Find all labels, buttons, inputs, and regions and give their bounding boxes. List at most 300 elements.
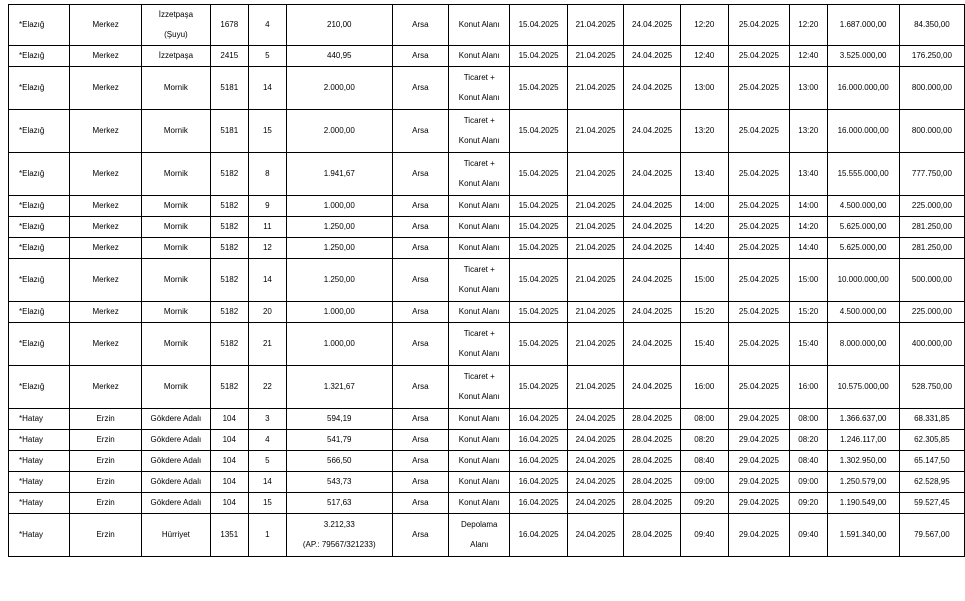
city-cell: *Elazığ	[9, 5, 70, 46]
neighborhood-cell	[142, 302, 210, 323]
time-cell: 15:20	[680, 302, 728, 323]
announcement-date-cell: 15.04.2025	[510, 217, 567, 238]
announcement-date-cell: 16.04.2025	[510, 493, 567, 514]
announcement-date-cell: 16.04.2025	[510, 430, 567, 451]
cell-line: Mornik	[163, 201, 188, 210]
announcement-date-cell: 15.04.2025	[510, 238, 567, 259]
area-cell	[286, 472, 392, 493]
time-cell: 12:20	[680, 5, 728, 46]
zoning-cell	[449, 110, 510, 153]
zoning-cell	[449, 5, 510, 46]
auction-time-cell: 13:40	[790, 153, 827, 196]
announcement-date-cell: 15.04.2025	[510, 302, 567, 323]
estimated-price-cell: 10.575.000,00	[827, 366, 899, 409]
zoning-cell	[449, 217, 510, 238]
estimated-price-cell: 16.000.000,00	[827, 67, 899, 110]
property-type-cell: Arsa	[392, 5, 448, 46]
auction-date-cell: 25.04.2025	[728, 110, 789, 153]
auction-time-cell: 15:20	[790, 302, 827, 323]
cell-line: Alanı	[470, 540, 489, 549]
time-cell: 15:00	[680, 259, 728, 302]
cell-line: Konut Alanı	[458, 201, 500, 210]
cell-line: Gökdere Adalı	[150, 456, 202, 465]
auction-date-cell: 29.04.2025	[728, 514, 789, 557]
auction-time-cell: 12:20	[790, 5, 827, 46]
neighborhood-cell	[142, 409, 210, 430]
parcel-number-cell: 12	[248, 238, 286, 259]
announcement-date-cell: 15.04.2025	[510, 67, 567, 110]
table-row	[9, 366, 965, 409]
parcel-number-cell: 15	[248, 493, 286, 514]
result-date-cell: 28.04.2025	[624, 451, 680, 472]
application-date-cell: 24.04.2025	[567, 451, 623, 472]
deposit-cell: 225.000,00	[899, 302, 964, 323]
auction-time-cell: 09:00	[790, 472, 827, 493]
deposit-cell: 777.750,00	[899, 153, 964, 196]
cell-line: 440,95	[327, 51, 352, 60]
cell-line: Ticaret +	[463, 159, 495, 168]
auction-time-cell: 09:20	[790, 493, 827, 514]
cell-line: Ticaret +	[463, 372, 495, 381]
auction-time-cell: 09:40	[790, 514, 827, 557]
zoning-cell	[449, 259, 510, 302]
block-number-cell: 5182	[210, 238, 248, 259]
deposit-cell: 84.350,00	[899, 5, 964, 46]
district-cell: Merkez	[70, 302, 142, 323]
announcement-date-cell: 16.04.2025	[510, 451, 567, 472]
deposit-cell: 281.250,00	[899, 217, 964, 238]
cell-line: Konut Alanı	[458, 477, 500, 486]
cell-line: Konut Alanı	[458, 179, 500, 188]
area-cell	[286, 196, 392, 217]
deposit-cell: 528.750,00	[899, 366, 964, 409]
parcel-number-cell: 14	[248, 67, 286, 110]
table-row	[9, 110, 965, 153]
table-row	[9, 67, 965, 110]
cell-line: Gökdere Adalı	[150, 498, 202, 507]
parcel-number-cell: 4	[248, 5, 286, 46]
time-cell: 14:20	[680, 217, 728, 238]
property-type-cell: Arsa	[392, 366, 448, 409]
cell-line: 1.000,00	[323, 201, 355, 210]
cell-line: Gökdere Adalı	[150, 414, 202, 423]
cell-line: Konut Alanı	[458, 456, 500, 465]
deposit-cell: 79.567,00	[899, 514, 964, 557]
property-type-cell: Arsa	[392, 153, 448, 196]
area-cell	[286, 366, 392, 409]
result-date-cell: 28.04.2025	[624, 493, 680, 514]
district-cell: Merkez	[70, 366, 142, 409]
deposit-cell: 176.250,00	[899, 46, 964, 67]
cell-line: 2.000,00	[323, 126, 355, 135]
parcel-number-cell: 15	[248, 110, 286, 153]
time-cell: 13:00	[680, 67, 728, 110]
estimated-price-cell: 1.302.950,00	[827, 451, 899, 472]
cell-line: İzzetpaşa	[158, 10, 194, 19]
district-cell: Merkez	[70, 259, 142, 302]
cell-line: 1.321,67	[323, 382, 355, 391]
city-cell: *Elazığ	[9, 46, 70, 67]
deposit-cell: 62.528,95	[899, 472, 964, 493]
application-date-cell: 21.04.2025	[567, 153, 623, 196]
auction-table-container	[8, 4, 965, 557]
property-type-cell: Arsa	[392, 238, 448, 259]
property-type-cell: Arsa	[392, 217, 448, 238]
zoning-cell	[449, 430, 510, 451]
parcel-number-cell: 14	[248, 472, 286, 493]
property-type-cell: Arsa	[392, 302, 448, 323]
property-type-cell: Arsa	[392, 259, 448, 302]
zoning-cell	[449, 409, 510, 430]
deposit-cell: 500.000,00	[899, 259, 964, 302]
cell-line: (Şuyu)	[164, 30, 188, 39]
auction-time-cell: 12:40	[790, 46, 827, 67]
estimated-price-cell: 5.625.000,00	[827, 217, 899, 238]
cell-line: Konut Alanı	[458, 498, 500, 507]
block-number-cell: 5182	[210, 366, 248, 409]
result-date-cell: 28.04.2025	[624, 430, 680, 451]
auction-date-cell: 25.04.2025	[728, 196, 789, 217]
cell-line: Ticaret +	[463, 116, 495, 125]
auction-time-cell: 08:00	[790, 409, 827, 430]
auction-date-cell: 29.04.2025	[728, 409, 789, 430]
district-cell: Merkez	[70, 238, 142, 259]
block-number-cell: 5182	[210, 196, 248, 217]
parcel-number-cell: 1	[248, 514, 286, 557]
city-cell: *Hatay	[9, 514, 70, 557]
estimated-price-cell: 1.687.000,00	[827, 5, 899, 46]
cell-line: 566,50	[327, 456, 352, 465]
cell-line: Konut Alanı	[458, 51, 500, 60]
table-row	[9, 323, 965, 366]
cell-line: 1.250,00	[323, 222, 355, 231]
area-cell	[286, 451, 392, 472]
table-row	[9, 451, 965, 472]
cell-line: 210,00	[327, 20, 352, 29]
city-cell: *Hatay	[9, 451, 70, 472]
auction-date-cell: 25.04.2025	[728, 5, 789, 46]
application-date-cell: 24.04.2025	[567, 493, 623, 514]
deposit-cell: 62.305,85	[899, 430, 964, 451]
result-date-cell: 24.04.2025	[624, 259, 680, 302]
cell-line: Mornik	[163, 169, 188, 178]
block-number-cell: 1351	[210, 514, 248, 557]
neighborhood-cell	[142, 238, 210, 259]
city-cell: *Elazığ	[9, 323, 70, 366]
neighborhood-cell	[142, 67, 210, 110]
cell-line: Konut Alanı	[458, 349, 500, 358]
cell-line: Konut Alanı	[458, 392, 500, 401]
property-type-cell: Arsa	[392, 451, 448, 472]
result-date-cell: 24.04.2025	[624, 196, 680, 217]
cell-line: Konut Alanı	[458, 414, 500, 423]
application-date-cell: 24.04.2025	[567, 409, 623, 430]
property-type-cell: Arsa	[392, 67, 448, 110]
parcel-number-cell: 21	[248, 323, 286, 366]
cell-line: Konut Alanı	[458, 243, 500, 252]
auction-date-cell: 29.04.2025	[728, 430, 789, 451]
district-cell: Erzin	[70, 451, 142, 472]
area-cell	[286, 430, 392, 451]
announcement-date-cell: 15.04.2025	[510, 259, 567, 302]
time-cell: 09:20	[680, 493, 728, 514]
city-cell: *Elazığ	[9, 302, 70, 323]
auction-time-cell: 13:00	[790, 67, 827, 110]
deposit-cell: 800.000,00	[899, 110, 964, 153]
time-cell: 08:20	[680, 430, 728, 451]
table-row	[9, 259, 965, 302]
table-row	[9, 472, 965, 493]
area-cell	[286, 514, 392, 557]
auction-date-cell: 25.04.2025	[728, 217, 789, 238]
table-row	[9, 238, 965, 259]
cell-line: Ticaret +	[463, 265, 495, 274]
announcement-date-cell: 16.04.2025	[510, 409, 567, 430]
auction-date-cell: 25.04.2025	[728, 259, 789, 302]
application-date-cell: 21.04.2025	[567, 196, 623, 217]
zoning-cell	[449, 514, 510, 557]
cell-line: Hürriyet	[161, 530, 190, 539]
property-type-cell: Arsa	[392, 110, 448, 153]
result-date-cell: 28.04.2025	[624, 409, 680, 430]
auction-date-cell: 29.04.2025	[728, 493, 789, 514]
parcel-number-cell: 3	[248, 409, 286, 430]
cell-line: Konut Alanı	[458, 222, 500, 231]
district-cell: Merkez	[70, 153, 142, 196]
cell-line: Mornik	[163, 382, 188, 391]
block-number-cell: 104	[210, 493, 248, 514]
area-cell	[286, 259, 392, 302]
cell-line: Mornik	[163, 275, 188, 284]
city-cell: *Elazığ	[9, 217, 70, 238]
cell-line: 517,63	[327, 498, 352, 507]
block-number-cell: 5182	[210, 217, 248, 238]
cell-line: 1.250,00	[323, 243, 355, 252]
estimated-price-cell: 1.190.549,00	[827, 493, 899, 514]
neighborhood-cell	[142, 366, 210, 409]
table-row	[9, 430, 965, 451]
district-cell: Erzin	[70, 409, 142, 430]
time-cell: 08:00	[680, 409, 728, 430]
result-date-cell: 24.04.2025	[624, 217, 680, 238]
cell-line: Mornik	[163, 83, 188, 92]
time-cell: 08:40	[680, 451, 728, 472]
auction-time-cell: 08:20	[790, 430, 827, 451]
cell-line: Mornik	[163, 243, 188, 252]
area-cell	[286, 46, 392, 67]
block-number-cell: 104	[210, 472, 248, 493]
zoning-cell	[449, 238, 510, 259]
cell-line: 1.000,00	[323, 339, 355, 348]
block-number-cell: 104	[210, 451, 248, 472]
estimated-price-cell: 1.366.637,00	[827, 409, 899, 430]
neighborhood-cell	[142, 430, 210, 451]
application-date-cell: 24.04.2025	[567, 514, 623, 557]
zoning-cell	[449, 302, 510, 323]
deposit-cell: 65.147,50	[899, 451, 964, 472]
auction-time-cell: 14:40	[790, 238, 827, 259]
announcement-date-cell: 15.04.2025	[510, 46, 567, 67]
parcel-number-cell: 4	[248, 430, 286, 451]
time-cell: 13:20	[680, 110, 728, 153]
zoning-cell	[449, 493, 510, 514]
announcement-date-cell: 15.04.2025	[510, 5, 567, 46]
estimated-price-cell: 1.250.579,00	[827, 472, 899, 493]
neighborhood-cell	[142, 493, 210, 514]
result-date-cell: 24.04.2025	[624, 238, 680, 259]
application-date-cell: 21.04.2025	[567, 217, 623, 238]
result-date-cell: 24.04.2025	[624, 67, 680, 110]
neighborhood-cell	[142, 259, 210, 302]
cell-line: Konut Alanı	[458, 136, 500, 145]
city-cell: *Elazığ	[9, 238, 70, 259]
application-date-cell: 21.04.2025	[567, 110, 623, 153]
cell-line: 1.000,00	[323, 307, 355, 316]
neighborhood-cell	[142, 196, 210, 217]
application-date-cell: 24.04.2025	[567, 430, 623, 451]
time-cell: 09:40	[680, 514, 728, 557]
estimated-price-cell: 16.000.000,00	[827, 110, 899, 153]
property-type-cell: Arsa	[392, 514, 448, 557]
block-number-cell: 5182	[210, 302, 248, 323]
neighborhood-cell	[142, 514, 210, 557]
block-number-cell: 5182	[210, 323, 248, 366]
property-type-cell: Arsa	[392, 430, 448, 451]
city-cell: *Hatay	[9, 430, 70, 451]
cell-line: 2.000,00	[323, 83, 355, 92]
cell-line: Konut Alanı	[458, 20, 500, 29]
cell-line: Konut Alanı	[458, 307, 500, 316]
neighborhood-cell	[142, 472, 210, 493]
announcement-date-cell: 15.04.2025	[510, 196, 567, 217]
cell-line: Konut Alanı	[458, 285, 500, 294]
block-number-cell: 5181	[210, 110, 248, 153]
cell-line: Ticaret +	[463, 329, 495, 338]
city-cell: *Elazığ	[9, 259, 70, 302]
zoning-cell	[449, 472, 510, 493]
application-date-cell: 21.04.2025	[567, 238, 623, 259]
table-row	[9, 196, 965, 217]
city-cell: *Elazığ	[9, 196, 70, 217]
result-date-cell: 24.04.2025	[624, 46, 680, 67]
result-date-cell: 24.04.2025	[624, 302, 680, 323]
city-cell: *Elazığ	[9, 153, 70, 196]
block-number-cell: 1678	[210, 5, 248, 46]
parcel-number-cell: 9	[248, 196, 286, 217]
estimated-price-cell: 1.591.340,00	[827, 514, 899, 557]
zoning-cell	[449, 46, 510, 67]
cell-line: Konut Alanı	[458, 435, 500, 444]
area-cell	[286, 110, 392, 153]
zoning-cell	[449, 153, 510, 196]
cell-line: 3.212,33	[323, 520, 355, 529]
time-cell: 16:00	[680, 366, 728, 409]
estimated-price-cell: 4.500.000,00	[827, 196, 899, 217]
deposit-cell: 225.000,00	[899, 196, 964, 217]
area-cell	[286, 323, 392, 366]
property-type-cell: Arsa	[392, 46, 448, 67]
deposit-cell: 59.527,45	[899, 493, 964, 514]
result-date-cell: 24.04.2025	[624, 366, 680, 409]
city-cell: *Elazığ	[9, 110, 70, 153]
application-date-cell: 21.04.2025	[567, 323, 623, 366]
parcel-number-cell: 8	[248, 153, 286, 196]
zoning-cell	[449, 196, 510, 217]
result-date-cell: 24.04.2025	[624, 153, 680, 196]
city-cell: *Hatay	[9, 493, 70, 514]
cell-line: 543,73	[327, 477, 352, 486]
estimated-price-cell: 3.525.000,00	[827, 46, 899, 67]
zoning-cell	[449, 366, 510, 409]
auction-date-cell: 29.04.2025	[728, 451, 789, 472]
zoning-cell	[449, 323, 510, 366]
table-row	[9, 5, 965, 46]
area-cell	[286, 217, 392, 238]
block-number-cell: 104	[210, 409, 248, 430]
block-number-cell: 2415	[210, 46, 248, 67]
cell-line: (AP.: 79567/321233)	[302, 540, 376, 549]
time-cell: 12:40	[680, 46, 728, 67]
area-cell	[286, 153, 392, 196]
district-cell: Merkez	[70, 67, 142, 110]
neighborhood-cell	[142, 217, 210, 238]
application-date-cell: 21.04.2025	[567, 67, 623, 110]
estimated-price-cell: 8.000.000,00	[827, 323, 899, 366]
application-date-cell: 21.04.2025	[567, 5, 623, 46]
announcement-date-cell: 15.04.2025	[510, 323, 567, 366]
table-row	[9, 409, 965, 430]
district-cell: Erzin	[70, 493, 142, 514]
district-cell: Merkez	[70, 46, 142, 67]
auction-date-cell: 25.04.2025	[728, 323, 789, 366]
table-row	[9, 153, 965, 196]
application-date-cell: 21.04.2025	[567, 366, 623, 409]
property-type-cell: Arsa	[392, 472, 448, 493]
auction-date-cell: 25.04.2025	[728, 67, 789, 110]
application-date-cell: 21.04.2025	[567, 302, 623, 323]
time-cell: 15:40	[680, 323, 728, 366]
announcement-date-cell: 15.04.2025	[510, 366, 567, 409]
estimated-price-cell: 10.000.000,00	[827, 259, 899, 302]
district-cell: Erzin	[70, 430, 142, 451]
auction-time-cell: 14:20	[790, 217, 827, 238]
district-cell: Erzin	[70, 472, 142, 493]
parcel-number-cell: 11	[248, 217, 286, 238]
auction-time-cell: 15:00	[790, 259, 827, 302]
district-cell: Merkez	[70, 217, 142, 238]
cell-line: Mornik	[163, 307, 188, 316]
property-type-cell: Arsa	[392, 493, 448, 514]
cell-line: Depolama	[461, 520, 498, 529]
district-cell: Merkez	[70, 5, 142, 46]
neighborhood-cell	[142, 110, 210, 153]
auction-time-cell: 16:00	[790, 366, 827, 409]
table-row	[9, 217, 965, 238]
parcel-number-cell: 22	[248, 366, 286, 409]
time-cell: 09:00	[680, 472, 728, 493]
district-cell: Merkez	[70, 110, 142, 153]
table-row	[9, 46, 965, 67]
district-cell: Merkez	[70, 323, 142, 366]
neighborhood-cell	[142, 153, 210, 196]
table-row	[9, 514, 965, 557]
cell-line: 541,79	[327, 435, 352, 444]
result-date-cell: 24.04.2025	[624, 110, 680, 153]
time-cell: 14:00	[680, 196, 728, 217]
auction-date-cell: 25.04.2025	[728, 302, 789, 323]
deposit-cell: 281.250,00	[899, 238, 964, 259]
deposit-cell: 400.000,00	[899, 323, 964, 366]
